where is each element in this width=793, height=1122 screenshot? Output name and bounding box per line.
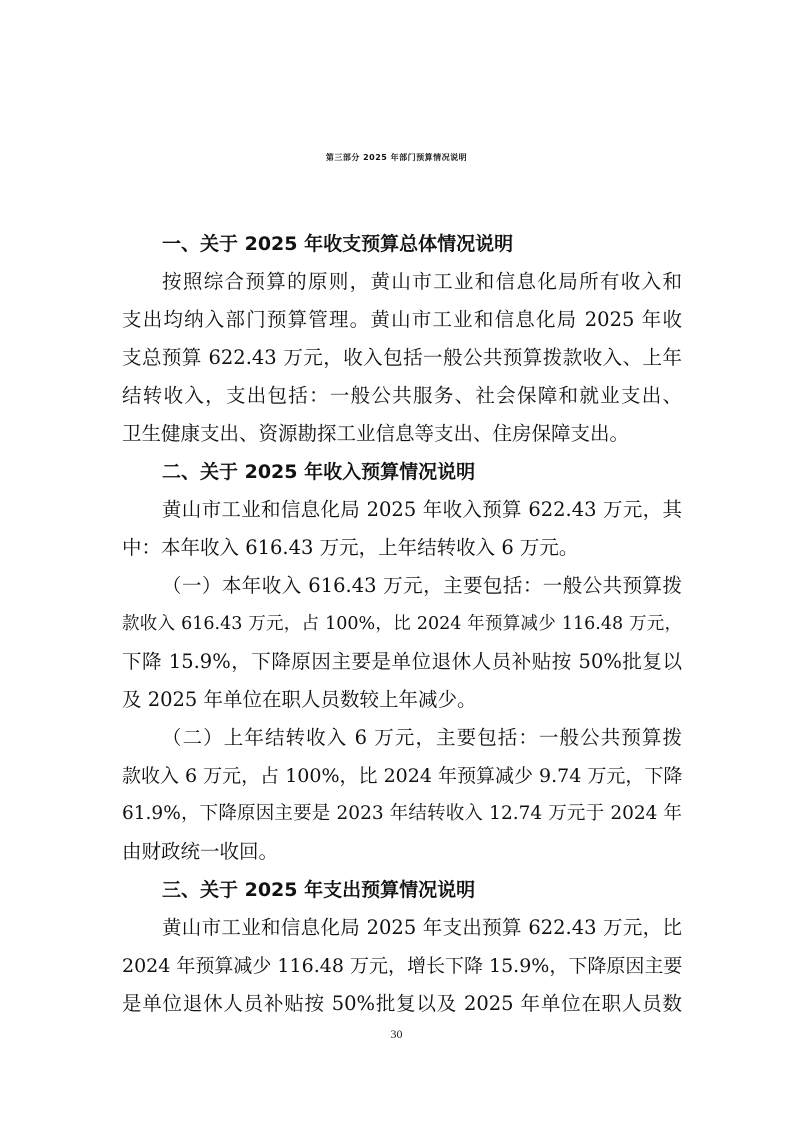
paragraph-line: 卫生健康支出、资源勘探工业信息等支出、住房保障支出。 [122, 422, 630, 445]
section-heading-expenditure: 三、关于 2025 年支出预算情况说明 [162, 879, 476, 901]
paragraph-line: 61.9%，下降原因主要是 2023 年结转收入 12.74 万元于 2024 年 [122, 803, 682, 824]
paragraph-line: 黄山市工业和信息化局 2025 年支出预算 622.43 万元，比 [162, 916, 682, 939]
paragraph-line: 支出均纳入部门预算管理。黄山市工业和信息化局 2025 年收 [122, 308, 682, 331]
section-heading-overall: 一、关于 2025 年收支预算总体情况说明 [162, 233, 514, 255]
page-title: 第三部分 2025 年部门预算情况说明 [325, 153, 468, 162]
paragraph-line: 2024 年预算减少 116.48 万元，增长下降 15.9%，下降原因主要 [122, 955, 683, 977]
paragraph-line: 支总预算 622.43 万元，收入包括一般公共预算拨款收入、上年 [122, 346, 682, 369]
paragraph-line: 中：本年收入 616.43 万元，上年结转收入 6 万元。 [122, 536, 579, 559]
section-heading-income: 二、关于 2025 年收入预算情况说明 [162, 461, 476, 483]
paragraph-line: 及 2025 年单位在职人员数较上年减少。 [122, 688, 477, 711]
paragraph-line: （二）上年结转收入 6 万元，主要包括：一般公共预算拨 [162, 726, 682, 749]
paragraph-line: 是单位退休人员补贴按 50%批复以及 2025 年单位在职人员数 [122, 992, 682, 1015]
paragraph-line: 结转收入，支出包括：一般公共服务、社会保障和就业支出、 [122, 384, 682, 407]
paragraph-line: 下降 15.9%，下降原因主要是单位退休人员补贴按 50%批复以 [122, 650, 682, 673]
paragraph-line: （一）本年收入 616.43 万元，主要包括：一般公共预算拨 [162, 574, 682, 597]
page-number: 30 [390, 1027, 403, 1041]
paragraph-line: 按照综合预算的原则，黄山市工业和信息化局所有收入和 [162, 270, 682, 293]
paragraph-line: 款收入 6 万元，占 100%，比 2024 年预算减少 9.74 万元，下降 [122, 765, 683, 787]
paragraph-line: 由财政统一收回。 [122, 840, 279, 863]
paragraph-line: 黄山市工业和信息化局 2025 年收入预算 622.43 万元，其 [162, 498, 682, 521]
paragraph-line: 款收入 616.43 万元，占 100%，比 2024 年预算减少 116.48 万元， [122, 614, 682, 634]
